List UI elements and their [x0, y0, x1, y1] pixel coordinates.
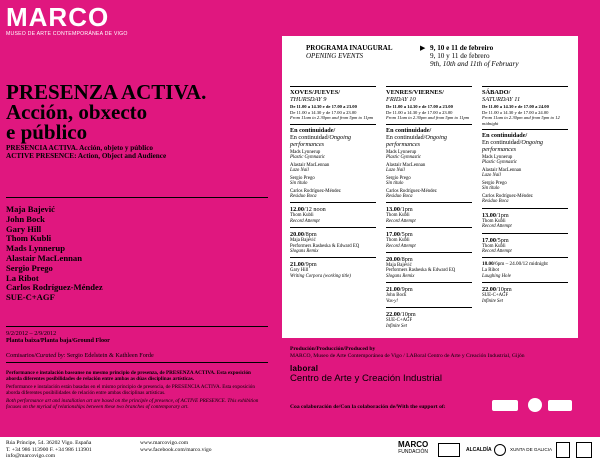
- event-time: 12.00: [290, 206, 304, 214]
- divider: [6, 197, 268, 198]
- column-divider: [386, 252, 472, 253]
- schedule-line: De 11.00 a 14.30 e de 17.00 a 23.00: [290, 104, 357, 110]
- artist-list: [6, 205, 268, 303]
- sponsor-logo-icon: [494, 444, 506, 456]
- event-work: Laughing Hole: [482, 273, 511, 279]
- collaboration: [290, 404, 446, 410]
- event-time: 13.00: [386, 206, 400, 214]
- ongoing-list: [482, 155, 568, 205]
- logo-subtitle: MUSEO DE ARTE CONTEMPORÁNEA DE VIGO: [6, 31, 128, 37]
- event-artist: Thom Kubli: [482, 218, 506, 224]
- laboral-logo: [290, 365, 442, 384]
- events-dates: [420, 44, 519, 69]
- event-time-en: /12 noon: [303, 206, 326, 214]
- column-divider: [386, 124, 472, 125]
- schedule-line: From 11am to 2.30pm and from 5pm to 11pm: [386, 115, 470, 121]
- performer-work: Residuo Boca: [290, 194, 317, 200]
- footer-address: [6, 440, 92, 460]
- ongoing-label: En continuidade/: [290, 126, 336, 134]
- ongoing-list: [386, 150, 472, 200]
- address: Rúa Príncipe, 54. 36202 Vigo. España: [6, 440, 92, 446]
- performer: [386, 163, 472, 174]
- commissioners-names: : Sergio Edelstein & Kathleen Forde: [63, 352, 154, 359]
- sponsor-logo-icon: [438, 443, 460, 457]
- day-name-en: THURSDAY 9: [290, 96, 327, 104]
- sponsor-xunta: XUNTA DE GALICIA: [510, 447, 553, 452]
- description-es: Performance e instalación están basadas en el mismo principio de presencia, de PRESENCIA ACTIVA. Esta exposición aborda diferentes posibilidades de relación entre ambas disciplinas artísticas.: [6, 384, 255, 396]
- event-artist: Gary Hill: [290, 268, 309, 274]
- events-dates-en: 9th, 10th and 11th of February: [430, 60, 519, 69]
- event-work: Record Attempt: [482, 224, 512, 230]
- event-item: [290, 231, 376, 254]
- ongoing-heading: [482, 132, 568, 153]
- day-name-en: FRIDAY 10: [386, 96, 416, 104]
- event-time-en: /5pm: [495, 236, 509, 244]
- column-divider: [482, 282, 568, 283]
- event-time-en: /10pm: [399, 311, 416, 319]
- event-time: 17.00: [482, 236, 496, 244]
- artist-name: Gary Hill: [6, 223, 42, 234]
- schedule-line: From 11am to 2.30pm and from 5pm to 12 midnight: [482, 115, 560, 126]
- performer-work: Sin título: [290, 181, 308, 187]
- performer-work: Lazo Nail: [290, 168, 309, 174]
- ongoing-label-es: En continuidad/: [290, 133, 330, 141]
- day-schedule: [482, 104, 568, 126]
- day-name-en: SATURDAY 11: [482, 96, 521, 104]
- event-item: [482, 237, 568, 255]
- artist-name: Carlos Rodríguez-Méndez: [6, 282, 103, 293]
- artist-name: SUE-C+AGF: [6, 292, 55, 303]
- performer-name: Alastair MacLennan: [290, 162, 330, 168]
- performer: [290, 150, 376, 161]
- fundacion-mark: MARCO: [398, 440, 429, 449]
- event-time-en: /9pm: [399, 286, 413, 294]
- schedule-line: De 11.00 a 14.30 y de 17.00 a 24.00: [482, 109, 549, 115]
- performer-work: Residuo Boca: [386, 194, 413, 200]
- event-time-en: /5pm: [399, 231, 413, 239]
- performer: [482, 194, 568, 205]
- arrow-right-icon: ▶: [420, 44, 426, 52]
- schedule-line: From 11am to 2.30pm and from 5pm to 11pm: [290, 115, 374, 121]
- event-time: 17.00: [386, 231, 400, 239]
- website-link[interactable]: www.marcovigo.com: [140, 440, 189, 446]
- performer-name: Carlos Rodríguez-Méndez: [290, 188, 341, 194]
- event-item: [386, 206, 472, 224]
- events-title-en: OPENING EVENTS: [306, 52, 363, 60]
- event-artist: Maja Bajević: [386, 263, 412, 269]
- event-time-en: /8pm: [399, 256, 413, 264]
- subtitle-es: PRESENCIA ACTIVA. Acción, objeto y público: [6, 144, 154, 152]
- performer-name: Mads Lynnerup: [482, 155, 513, 161]
- artist-name: Sergio Prego: [6, 262, 53, 273]
- event-work: Record Attempt: [386, 243, 416, 249]
- title-line: PRESENZA ACTIVA.: [6, 80, 207, 104]
- performer-work: Residuo Boca: [482, 199, 509, 205]
- event-detail: Performers Rasheska & Edward EQ: [290, 243, 360, 249]
- day-heading: [386, 89, 472, 103]
- event-work: Vas-y!: [386, 298, 398, 304]
- performer: [482, 181, 568, 192]
- exhibition-dates: [6, 330, 268, 345]
- events-dates-es: 9, 10 y 11 de febrero: [430, 52, 490, 61]
- performer-name: Alastair MacLennan: [386, 162, 426, 168]
- event-time: 13.00: [482, 211, 496, 219]
- event-time-en: /1pm: [495, 211, 509, 219]
- floor-info: Planta baixa/Planta baja/Ground Floor: [6, 337, 110, 345]
- event-item: [482, 212, 568, 230]
- performer: [386, 176, 472, 187]
- performer-work: Plastic Gymnastic: [482, 160, 518, 166]
- event-time: 22.00: [386, 311, 400, 319]
- exhibition-subtitle: [6, 144, 268, 160]
- event-item: [386, 311, 472, 329]
- performer-work: Plastic Gymnastic: [290, 155, 326, 161]
- divider: [6, 362, 268, 363]
- event-artist: La Ribot: [482, 268, 499, 274]
- event-time-en: /8pm: [303, 231, 317, 239]
- event-item: [386, 231, 472, 249]
- commissioners-label: Comisarios/: [6, 352, 36, 359]
- event-time-en: /10pm: [495, 286, 512, 294]
- partner-logo-icon: [492, 400, 518, 411]
- event-time: 20.00: [290, 231, 304, 239]
- ongoing-heading: [290, 127, 376, 148]
- email-link[interactable]: info@marcovigo.com: [6, 453, 56, 460]
- column-divider: [482, 86, 568, 87]
- event-work: Record Attempt: [386, 218, 416, 224]
- footer-web: [140, 440, 212, 453]
- column-divider: [482, 129, 568, 130]
- event-item: [290, 206, 376, 224]
- column-divider: [386, 202, 472, 203]
- exhibition-description: [6, 370, 268, 412]
- date-range: 9/2/2012 – 2/9/2012: [6, 330, 57, 337]
- day-name: XOVES/JUEVES/: [290, 89, 341, 96]
- performer-name: Alastair MacLennan: [482, 168, 522, 174]
- event-artist: Thom Kubli: [386, 238, 410, 244]
- divider: [6, 326, 268, 327]
- artist-name: Maja Bajević: [6, 204, 55, 214]
- event-work: Slogans Remix: [290, 249, 319, 255]
- day-schedule: [290, 104, 376, 120]
- artist-name: Thom Kubli: [6, 233, 52, 244]
- day-heading: [482, 89, 568, 103]
- event-work: Record Attempt: [482, 249, 512, 255]
- column-divider: [482, 233, 568, 234]
- sponsor-logo-icon: [576, 442, 592, 458]
- partner-logo-icon: [548, 400, 572, 411]
- performer: [482, 168, 568, 179]
- event-work: Record Attempt: [290, 218, 320, 224]
- column-divider: [482, 208, 568, 209]
- performer-name: Carlos Rodríguez-Méndez: [482, 194, 533, 200]
- day-name: VENRES/VIERNES/: [386, 89, 444, 96]
- performer-name: Mads Lynnerup: [290, 149, 321, 155]
- title-line: Acción, obxecto: [6, 100, 148, 124]
- laboral-name: Centro de Arte y Creación Industrial: [290, 373, 442, 384]
- ongoing-label-en: Ongoing performances: [482, 139, 544, 154]
- event-item: [482, 286, 568, 304]
- performer: [386, 150, 472, 161]
- event-item: [386, 286, 472, 304]
- events-title-gl: PROGRAMA INAUGURAL: [306, 44, 393, 52]
- marco-logo: [6, 4, 128, 37]
- event-item: [386, 256, 472, 279]
- event-time-en: /9pm: [303, 261, 317, 269]
- logo-mark: MARCO: [6, 2, 110, 32]
- phone: T. +34 986 113900 F. +34 986 113901: [6, 446, 92, 453]
- column-divider: [386, 307, 472, 308]
- description-gl: Performance e instalación baseanse no mesmo principio de presenza, de PRESENZA ACTIVA. Esta exposición aborda diferentes posibilidades de relación entre ambas as dúas disciplinas artísticas.: [6, 370, 251, 382]
- artist-name: John Bock: [6, 213, 45, 224]
- ongoing-label: En continuidade/: [482, 132, 528, 140]
- performer: [290, 189, 376, 200]
- event-artist: Thom Kubli: [482, 243, 506, 249]
- sponsor-logo-icon: [556, 442, 570, 458]
- artist-name: La Ribot: [6, 272, 39, 283]
- ongoing-label-en: Ongoing performances: [290, 133, 352, 148]
- ongoing-label-es: En continuidad/: [482, 139, 522, 147]
- performer: [482, 155, 568, 166]
- column-divider: [386, 282, 472, 283]
- opening-events-panel: [282, 36, 578, 338]
- event-artist: SUE-C+AGF: [482, 293, 509, 299]
- ongoing-label-es: En continuidad/: [386, 133, 426, 141]
- performer-name: Sergio Prego: [386, 175, 411, 181]
- event-item: [482, 261, 568, 279]
- event-work: Infinite Set: [482, 298, 503, 304]
- day-column-friday: [386, 86, 472, 329]
- subtitle-en: ACTIVE PRESENCE: Action, Object and Audience: [6, 152, 167, 160]
- performer-name: Sergio Prego: [290, 175, 315, 181]
- day-heading: [290, 89, 376, 103]
- events-dates-gl: 9, 10 e 11 de febreiro: [430, 44, 494, 52]
- column-divider: [386, 227, 472, 228]
- event-time-en: /1pm: [399, 206, 413, 214]
- performer-work: Lazo Nail: [482, 173, 501, 179]
- event-artist: Thom Kubli: [386, 213, 410, 219]
- day-column-saturday: [482, 86, 568, 304]
- footer: [0, 437, 600, 465]
- event-work: Slogans Remix: [386, 273, 415, 279]
- event-artist: SUE-C+AGF: [386, 318, 413, 324]
- column-divider: [290, 86, 376, 87]
- performer-name: Sergio Prego: [482, 181, 507, 187]
- performer-name: Carlos Rodríguez-Méndez: [386, 188, 437, 194]
- event-time-en: /6pm – 24.00/12 midnight: [493, 261, 548, 268]
- commissioners: [6, 352, 268, 359]
- performer: [386, 189, 472, 200]
- performer: [290, 176, 376, 187]
- commissioners-label-en: Curated by: [35, 352, 64, 359]
- ongoing-label: En continuidade/: [386, 126, 432, 134]
- ongoing-heading: [386, 127, 472, 148]
- marco-fundacion-logo: [398, 441, 428, 455]
- performer-name: Mads Lynnerup: [386, 149, 417, 155]
- event-detail: Performers Rasheska & Edward EQ: [386, 268, 456, 274]
- event-time: 21.00: [386, 286, 400, 294]
- event-time: 18.00: [482, 261, 494, 268]
- column-divider: [290, 202, 376, 203]
- event-artist: Thom Kubli: [290, 213, 314, 219]
- schedule-line: De 11.00 a 14.30 y de 17.00 a 23.00: [386, 109, 453, 115]
- column-divider: [290, 257, 376, 258]
- event-work: Infinite Set: [386, 323, 407, 329]
- schedule-line: De 11.00 a 14.30 y de 17.00 a 23.00: [290, 109, 357, 115]
- schedule-line: De 11.00 a 14.30 e de 17.00 a 23.00: [386, 104, 453, 110]
- collaboration-label: Coa colaboración de/Con la colaboración de/With the support of:: [290, 404, 446, 410]
- events-title: [306, 44, 393, 60]
- performer-work: Sin título: [482, 186, 500, 192]
- laboral-mark: laboral: [290, 364, 319, 373]
- event-artist: Maja Bajević: [290, 238, 316, 244]
- day-column-thursday: [290, 86, 376, 279]
- facebook-link[interactable]: www.facebook.com/marco.vigo: [140, 446, 212, 453]
- day-name: SÁBADO/: [482, 89, 511, 96]
- production-label: Produción/Producción/Produced by: [290, 346, 376, 352]
- schedule-line: De 11.00 a 14.30 e de 17.00 a 24.00: [482, 104, 549, 110]
- event-item: [290, 261, 376, 279]
- ongoing-label-en: Ongoing performances: [386, 133, 448, 148]
- production-credits: [290, 346, 590, 359]
- title-line: e público: [6, 120, 88, 144]
- artist-name: Mads Lynnerup: [6, 243, 65, 254]
- performer-work: Plastic Gymnastic: [386, 155, 422, 161]
- day-schedule: [386, 104, 472, 120]
- performer-work: Lazo Nail: [386, 168, 405, 174]
- column-divider: [386, 86, 472, 87]
- fundacion-label: FUNDACIÓN: [398, 449, 428, 455]
- column-divider: [290, 124, 376, 125]
- exhibition-title: [6, 82, 268, 142]
- ongoing-list: [290, 150, 376, 200]
- column-divider: [290, 227, 376, 228]
- event-work: Writing Corpora (working title): [290, 273, 351, 279]
- event-time: 21.00: [290, 261, 304, 269]
- artist-name: Alastair MacLennan: [6, 252, 82, 263]
- performer: [290, 163, 376, 174]
- event-time: 22.00: [482, 286, 496, 294]
- event-time: 20.00: [386, 256, 400, 264]
- performer-work: Sin título: [386, 181, 404, 187]
- sponsor-alcaldia: ALCALDÍA: [466, 447, 492, 453]
- column-divider: [482, 257, 568, 258]
- production-text: MARCO, Museo de Arte Contemporánea de Vigo / LABoral Centro de Arte y Creación Industrial, Gijón: [290, 352, 525, 359]
- partner-logo-icon: [528, 398, 542, 412]
- event-artist: John Bock: [386, 293, 407, 299]
- description-en: Both performance art and installation art are based on the principle of presence, of ACTIVE PRESENCE. This exhibition focuses on the myriad of relationships between these two branches of contemporary art.: [6, 398, 259, 410]
